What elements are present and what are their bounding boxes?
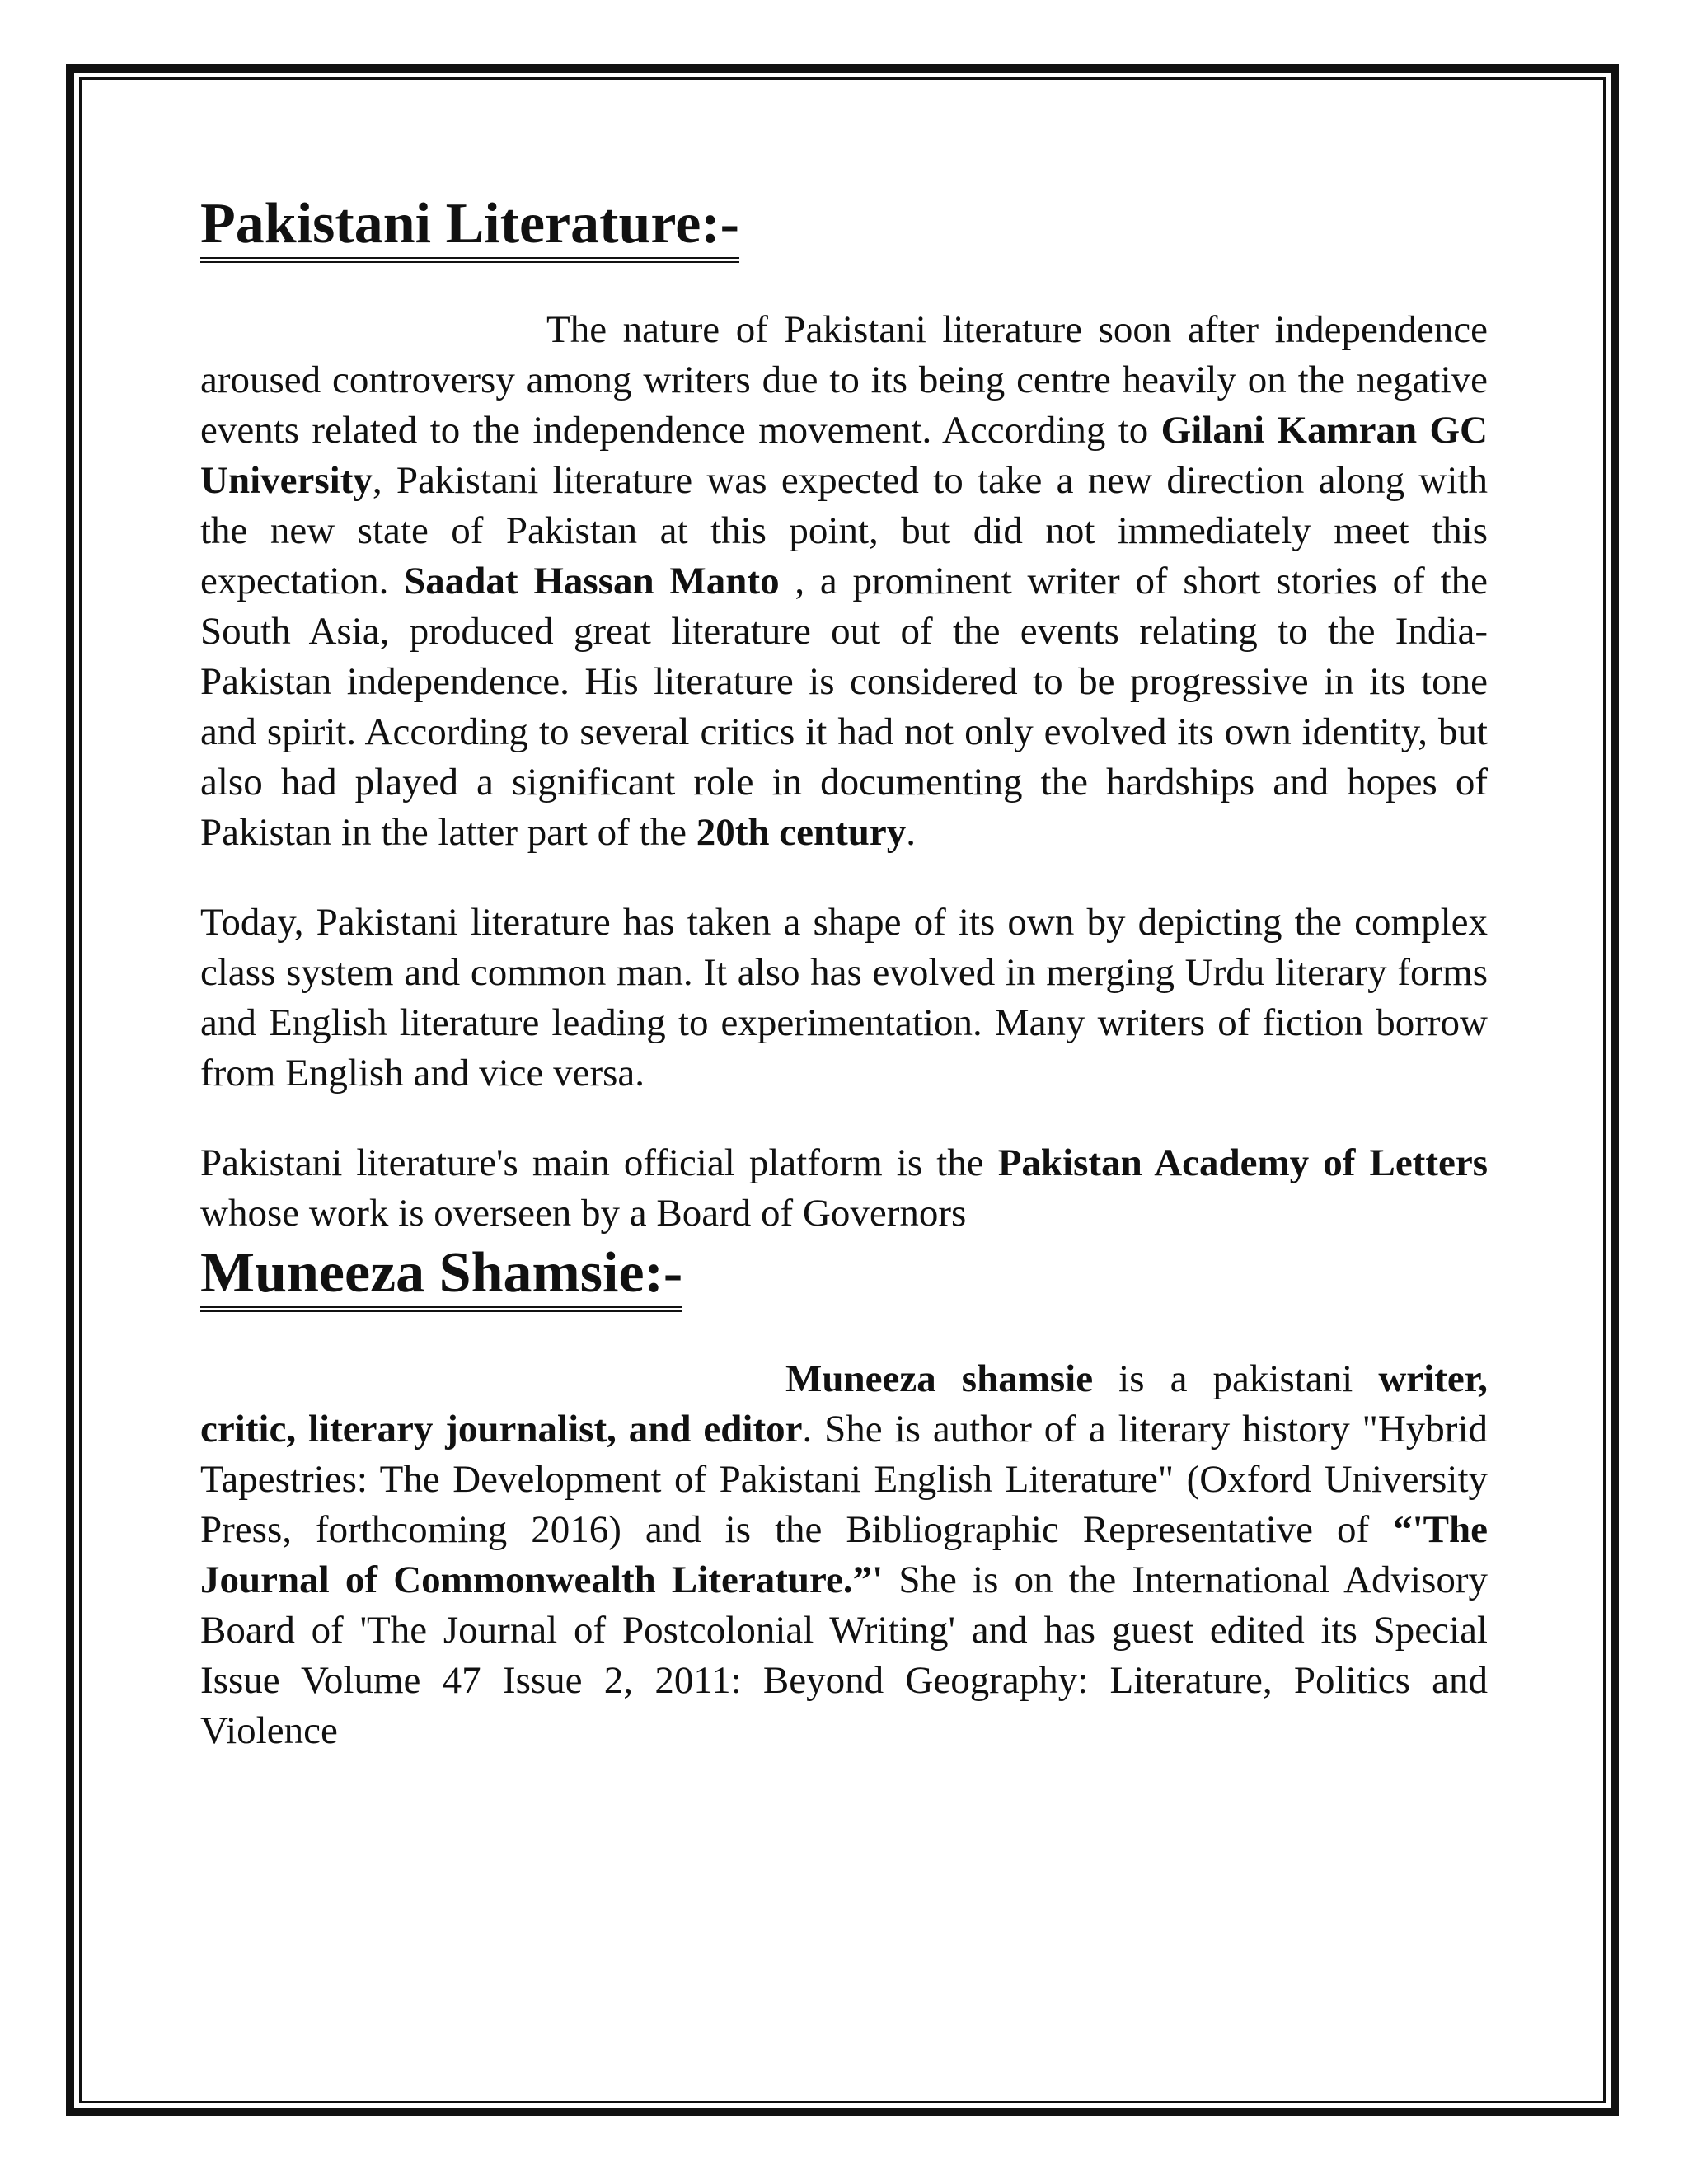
document-body <box>200 190 1488 1756</box>
bold-pakistan-academy-of-letters: Pakistan Academy of Letters <box>997 1141 1488 1184</box>
paragraph-today: Today, Pakistani literature has taken a shape of its own by depicting the complex class system and common man. It also has evolved in merging Urdu literary forms and English literature leading to experimentation. Many writers of fiction borrow from English and vice versa. <box>200 901 1488 1094</box>
bold-20th-century: 20th century <box>696 811 907 854</box>
paragraph-muneeza-shamsie: Muneeza shamsie is a pakistani writer, critic, literary journalist, and editor. She is author of a literary history "Hybrid Tapestries: The Development of Pakistani English Literature" (Oxford University Press, forthcoming 2016) and is the Bibliographic Representative of “'The Journal of Commonwealth Literature.”' She is on the International Advisory Board of 'The Journal of Postcolonial Writing' and has guest edited its Special Issue Volume 47 Issue 2, 2011: Beyond Geography: Literature, Politics and Violence <box>200 1357 1489 1752</box>
paragraph-nature-of-literature: The nature of Pakistani literature soon after independence aroused controversy among writers due to its being centre heavily on the negative events related to the independence movement. According to Gilani Kamran GC University, Pakistani literature was expected to take a new direction along with the new state of Pakistan at this point, but did not immediately meet this expectation. Saadat Hassan Manto , a prominent writer of short stories of the South Asia, produced great literature out of the events relating to the India-Pakistan independence. His literature is considered to be progressive in its tone and spirit. According to several critics it had not only evolved its own identity, but also had played a significant role in documenting the hardships and hopes of Pakistan in the latter part of the 20th century. <box>200 308 1489 854</box>
bold-muneeza-shamsie: Muneeza shamsie <box>785 1357 1094 1400</box>
bold-journal-of-commonwealth-literature: “'The Journal of Commonwealth Literature.”' <box>200 1508 1488 1601</box>
bold-saadat-hassan-manto: Saadat Hassan Manto <box>404 560 780 602</box>
section-heading-muneeza-shamsie: Muneeza Shamsie:- <box>200 1239 1488 1308</box>
bold-gilani-kamran: Gilani Kamran GC University <box>200 409 1488 502</box>
paragraph-official-platform: Pakistani literature's main official platform is the Pakistan Academy of Letters whose work is overseen by a Board of Governors <box>200 1141 1488 1235</box>
bold-writer-roles: writer, critic, literary journalist, and editor <box>200 1357 1488 1451</box>
section-heading-pakistani-literature: Pakistani Literature:- <box>200 190 1488 259</box>
